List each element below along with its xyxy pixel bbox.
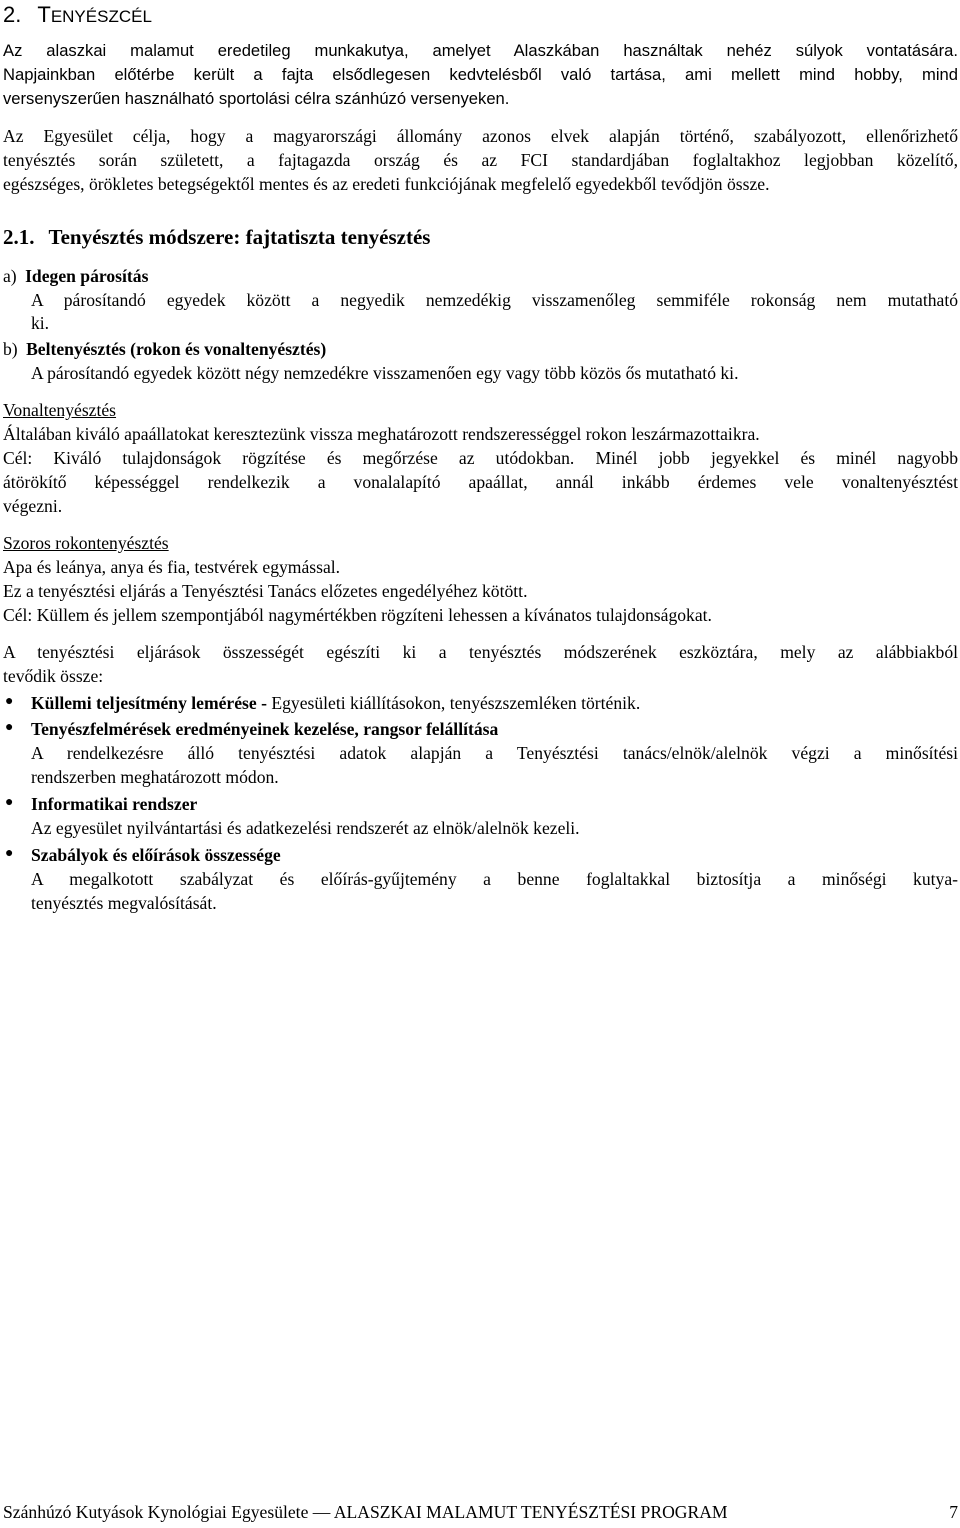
chapter-title-initial: T [37, 2, 51, 27]
intro-line-3: versenyszerűen használható sportolási célra szánhúzó versenyeken. [3, 89, 510, 108]
bullet-icon: ● [5, 795, 14, 810]
goal-line-3: egészséges, örökletes betegségektől mentes és az eredeti funkciójának megfelelő egyedekből tevődjön össze. [3, 174, 770, 194]
item-b-title: Beltenyésztés (rokon és vonaltenyésztés) [26, 339, 327, 359]
bullet-icon: ● [5, 720, 14, 735]
bullet-4-title: Szabályok és előírások összessége [31, 845, 281, 865]
intro-line-1: Az alaszkai malamut eredetileg munkakutya, amelyet Alaszkában használtak nehéz súlyok vontatására. [3, 41, 958, 60]
page-footer [3, 1501, 958, 1523]
bullet-3-line-1: Az egyesület nyilvántartási és adatkezelési rendszerét az elnök/alelnök kezeli. [31, 818, 580, 838]
bullet-4-line-2: tenyésztés megvalósítását. [31, 893, 217, 913]
item-a-marker: a) [3, 266, 17, 286]
footer-separator: — [308, 1502, 334, 1522]
section-heading [3, 224, 430, 250]
tools-line-2: tevődik össze: [3, 666, 104, 686]
item-b-heading [3, 338, 326, 360]
close-breeding-line-2: Ez a tenyésztési eljárás a Tenyésztési Tanács előzetes engedélyéhez kötött. [3, 581, 528, 601]
intro-line-2: Napjainkban előtérbe került a fajta elsődlegesen kedvtelésből való tartása, ami mellett mind hobby, mind [3, 65, 958, 84]
item-a-line-2: ki. [31, 313, 50, 333]
bullet-1-text [31, 692, 640, 714]
line-breeding-line-3: átörökítő képességgel rendelkezik a vonalalapító apaállat, annál inkább érdemes vele vonaltenyésztést [3, 472, 958, 492]
goal-line-1: Az Egyesület célja, hogy a magyarországi állomány azonos elvek alapján történő, szabályozott, ellenőrizhető [3, 126, 958, 146]
section-title: Tenyésztés módszere: fajtatiszta tenyésztés [48, 225, 431, 249]
bullet-2-line-2: rendszerben meghatározott módon. [31, 767, 279, 787]
chapter-title-rest: ENYÉSZCÉL [50, 7, 152, 26]
bullet-2-line-1: A rendelkezésre álló tenyésztési adatok alapján a Tenyésztési tanács/elnök/alelnök végzi a minősítési [31, 743, 958, 763]
line-breeding-title: Vonaltenyésztés [3, 400, 117, 420]
item-a-title: Idegen párosítás [25, 266, 149, 286]
chapter-heading [3, 2, 152, 30]
bullet-2-title: Tenyészfelmérések eredményeinek kezelése, rangsor felállítása [31, 719, 499, 739]
footer-program: ALASZKAI MALAMUT TENYÉSZTÉSI PROGRAM [333, 1502, 728, 1522]
close-breeding-line-1: Apa és leánya, anya és fia, testvérek egymással. [3, 557, 341, 577]
tools-line-1: A tenyésztési eljárások összességét egészíti ki a tenyésztés módszerének eszköztára, mely az alábbiakból [3, 642, 958, 662]
close-breeding-title: Szoros rokontenyésztés [3, 533, 169, 553]
bullet-icon: ● [5, 694, 14, 709]
bullet-1-separator: - [256, 693, 272, 713]
bullet-1-rest: Egyesületi kiállításokon, tenyészszemléken történik. [271, 693, 641, 713]
item-a-line-1: A párosítandó egyedek között a negyedik nemzedékig visszamenőleg semmiféle rokonság nem mutatható [31, 290, 958, 310]
line-breeding-line-1: Általában kiváló apaállatokat keresztezünk vissza meghatározott rendszerességgel rokon leszármazottaikra. [3, 424, 760, 444]
goal-line-2: tenyésztés során született, a fajtagazda ország és az FCI standardjában foglaltakhoz legjobban közelítő, [3, 150, 958, 170]
item-b-line-1: A párosítandó egyedek között négy nemzedékre visszamenően egy vagy több közös ős mutatható ki. [31, 363, 739, 383]
bullet-4-line-1: A megalkotott szabályzat és előírás-gyűjtemény a benne foglaltakkal biztosítja a minőségi kutya- [31, 869, 958, 889]
line-breeding-line-2: Cél: Kiváló tulajdonságok rögzítése és megőrzése az utódokban. Minél jobb jegyekkel és minél nagyobb [3, 448, 958, 468]
bullet-icon: ● [5, 846, 14, 861]
bullet-1-title: Küllemi teljesítmény lemérése [31, 693, 257, 713]
chapter-number: 2. [3, 2, 22, 27]
section-number: 2.1. [3, 225, 35, 249]
item-a-heading [3, 265, 148, 287]
close-breeding-line-3: Cél: Küllem és jellem szempontjából nagymértékben rögzíteni lehessen a kívánatos tulajdonságokat. [3, 605, 712, 625]
footer-org: Szánhúzó Kutyások Kynológiai Egyesülete [3, 1502, 309, 1522]
page-number: 7 [949, 1502, 958, 1522]
item-b-marker: b) [3, 339, 18, 359]
line-breeding-line-4: végezni. [3, 496, 63, 516]
bullet-3-title: Informatikai rendszer [31, 794, 198, 814]
footer-title [3, 1501, 728, 1523]
